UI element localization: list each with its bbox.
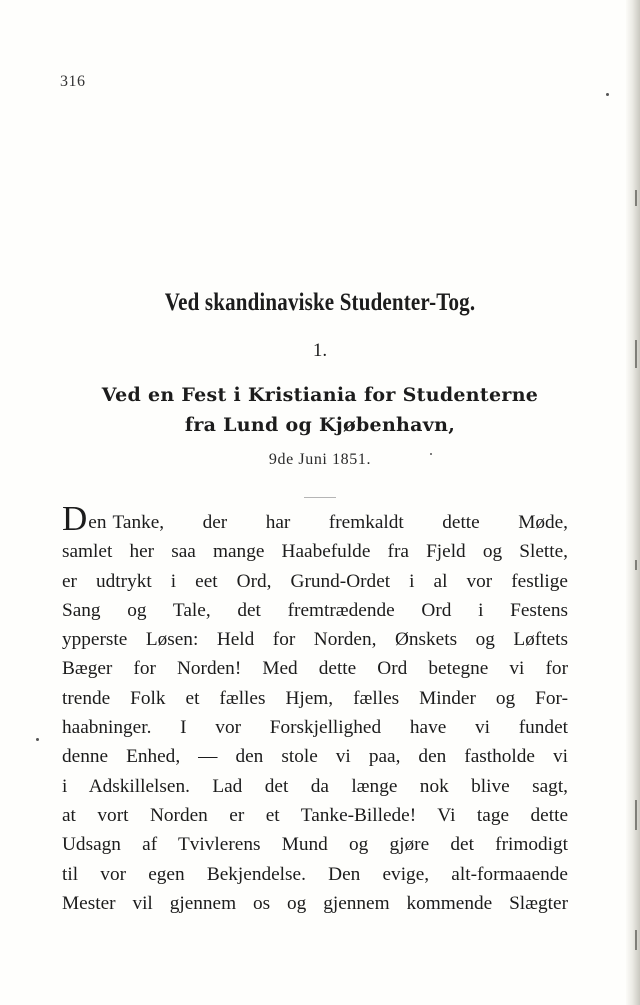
text-line: Udsagn af Tvivlerens Mund og gjøre det frimodigt: [62, 834, 568, 856]
paper-speck: [606, 93, 609, 96]
text-line: samlet her saa mange Haabefulde fra Fjeld og Slette,: [62, 541, 568, 563]
text-line: at vort Norden er et Tanke-Billede! Vi tage dette: [62, 804, 568, 826]
paper-speck: [36, 738, 39, 741]
poem-number: 1.: [312, 340, 328, 361]
poem-title-line: fra Lund og Kjøbenhavn,: [184, 414, 456, 436]
text-line-first: [62, 499, 568, 538]
text-line: Tanke, der har fremkaldt dette Møde,: [112, 512, 568, 533]
drop-cap: D: [62, 499, 88, 538]
paper-speck: [430, 453, 432, 455]
poem-title-line: Ved en Fest i Kristiania for Studenterne: [101, 384, 539, 406]
text-line: til vor egen Bekjendelse. Den evige, alt-formaaende: [62, 863, 568, 885]
date-line: 9de Juni 1851.: [268, 451, 372, 468]
text-line: haabninger. I vor Forskjellighed have vi fundet: [62, 717, 568, 739]
text-line: i Adskillelsen. Lad det da længe nok blive sagt,: [62, 775, 568, 797]
section-title: Ved skandinaviske Studenter-Tog.: [164, 289, 476, 316]
drop-cap-rest: en: [88, 512, 107, 533]
text-line: ypperste Løsen: Held for Norden, Ønskets og Løftets: [62, 629, 568, 651]
text-line: er udtrykt i eet Ord, Grund-Ordet i al vor festlige: [62, 570, 568, 592]
page-number: 316: [60, 73, 86, 90]
text-line: Mester vil gjennem os og gjennem kommende Slægter: [62, 892, 568, 914]
poem-title: [0, 380, 640, 440]
text-line: denne Enhed, — den stole vi paa, den fastholde vi: [62, 746, 568, 768]
page-edge-shadow: [626, 0, 640, 1005]
body-text: [62, 499, 568, 918]
separator-rule: [304, 497, 336, 498]
text-line: Sang og Tale, det fremtrædende Ord i Festens: [62, 599, 568, 621]
text-line: Bæger for Norden! Med dette Ord betegne vi for: [62, 658, 568, 680]
text-line: trende Folk et fælles Hjem, fælles Minder og For-: [62, 687, 568, 709]
